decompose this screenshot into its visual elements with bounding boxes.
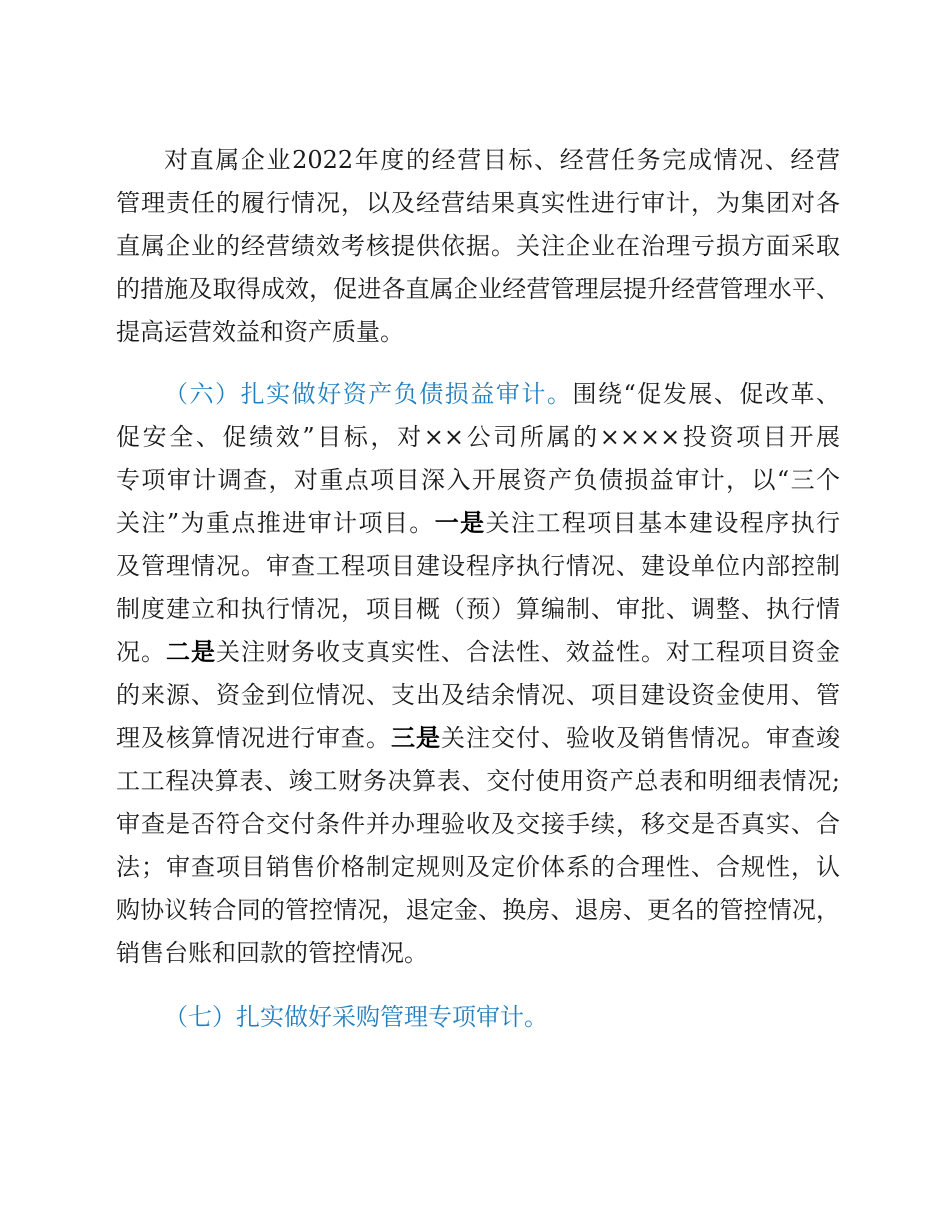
section-6-first-line bbox=[164, 379, 840, 409]
paragraph-line: 专项审计调查，对重点项目深入开展资产负债损益审计，以“三个 bbox=[116, 466, 840, 494]
paragraph-line bbox=[116, 637, 840, 667]
section-6-heading: （六）扎实做好资产负债损益审计。 bbox=[164, 380, 573, 408]
section-7-heading: （七）扎实做好采购管理专项审计。 bbox=[164, 1003, 548, 1031]
paragraph-line: 提高运营效益和资产质量。 bbox=[116, 318, 404, 346]
lead-marker-one: 一是 bbox=[434, 508, 486, 537]
paragraph-line: 制度建立和执行情况，项目概（预）算编制、审批、调整、执行情 bbox=[116, 595, 840, 623]
paragraph-line: 及管理情况。审查工程项目建设程序执行情况、建设单位内部控制 bbox=[116, 552, 840, 580]
paragraph-line bbox=[116, 508, 840, 538]
paragraph-line: 直属企业的经营绩效考核提供依据。关注企业在治理亏损方面采取 bbox=[116, 232, 840, 260]
paragraph-line: 工工程决算表、竣工财务决算表、交付使用资产总表和明细表情况; bbox=[116, 767, 840, 795]
lead-marker-two: 二是 bbox=[166, 637, 216, 666]
paragraph-line: 审查是否符合交付条件并办理验收及交接手续，移交是否真实、合 bbox=[116, 810, 840, 838]
section-6-text: 围绕“促发展、促改革、 bbox=[572, 380, 840, 408]
paragraph-line: 法；审查项目销售价格制定规则及定价体系的合理性、合规性，认 bbox=[116, 853, 840, 881]
paragraph-line: 销售台账和回款的管控情况。 bbox=[116, 939, 428, 967]
text-span: 况。 bbox=[116, 638, 166, 666]
paragraph-line: 的来源、资金到位情况、支出及结余情况、项目建设资金使用、管 bbox=[116, 681, 840, 709]
paragraph-line bbox=[116, 723, 840, 753]
text-span: 理及核算情况进行审查。 bbox=[116, 724, 391, 752]
section-7-line bbox=[164, 1002, 840, 1032]
paragraph-line: 促安全、促绩效”目标，对××公司所属的××××投资项目开展 bbox=[116, 423, 840, 451]
lead-marker-three: 三是 bbox=[391, 723, 441, 752]
text-span: 关注工程项目基本建设程序执行 bbox=[485, 509, 841, 537]
paragraph-line: 管理责任的履行情况，以及经营结果真实性进行审计，为集团对各 bbox=[116, 189, 840, 217]
text-span: 关注”为重点推进审计项目。 bbox=[116, 509, 435, 537]
paragraph-line: 对直属企业2022年度的经营目标、经营任务完成情况、经营 bbox=[164, 146, 840, 174]
paragraph-line: 购协议转合同的管控情况，退定金、换房、退房、更名的管控情况， bbox=[116, 896, 840, 924]
text-span: 关注财务收支真实性、合法性、效益性。对工程项目资金 bbox=[216, 638, 840, 666]
text-span: 关注交付、验收及销售情况。审查竣 bbox=[441, 724, 840, 752]
paragraph-line: 的措施及取得成效，促进各直属企业经营管理层提升经营管理水平、 bbox=[116, 275, 840, 303]
